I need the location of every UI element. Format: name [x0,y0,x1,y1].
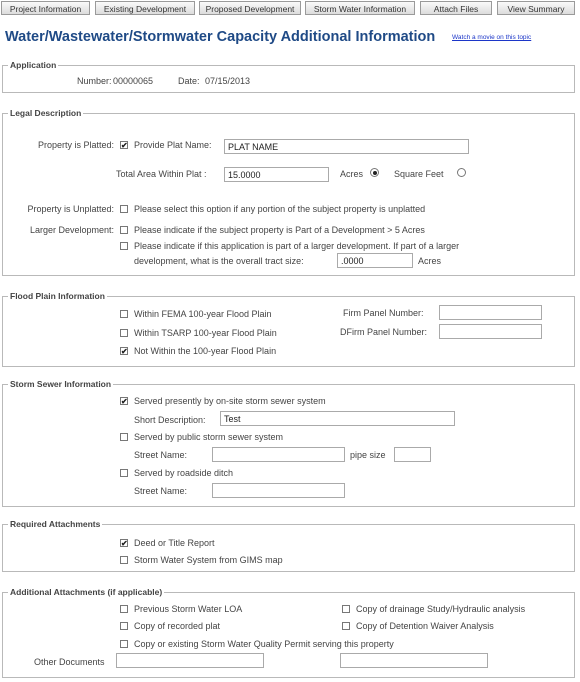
street-name-2-input[interactable] [212,483,345,498]
square-feet-radio[interactable] [457,168,466,177]
roadside-ditch-checkbox[interactable] [120,469,128,477]
acres-label: Acres [340,169,364,179]
acres-radio[interactable] [370,168,379,177]
application-date: 07/15/2013 [205,76,251,86]
larger-development-option-1: Please indicate if the subject property is Part of a Development > 5 Acres [134,225,425,235]
fema-label: Within FEMA 100-year Flood Plain [134,309,272,319]
short-description-input[interactable] [220,411,455,426]
flood-plain-legend: Flood Plain Information [10,291,105,301]
other-documents-input-2[interactable] [340,653,488,668]
tab-project-information[interactable]: Project Information [1,1,90,15]
gims-map-checkbox[interactable] [120,556,128,564]
required-attachments-section [2,519,575,572]
movie-link[interactable]: Watch a movie on this topic [452,34,532,41]
storm-sewer-legend: Storm Sewer Information [10,379,112,389]
plat-name-label: Provide Plat Name: [134,140,212,150]
application-number: 00000065 [113,76,154,86]
tsarp-label: Within TSARP 100-year Flood Plain [134,328,277,338]
larger-development-option-2-line2: development, what is the overall tract size: [134,256,304,266]
deed-label: Deed or Title Report [134,538,215,548]
larger-development-option-2-line1: Please indicate if this application is part of a larger development. If part of a larger [134,241,460,251]
onsite-sewer-label: Served presently by on-site storm sewer system [134,396,326,406]
roadside-ditch-label: Served by roadside ditch [134,468,234,478]
application-legend: Application [10,60,57,70]
application-date-label: Date: [178,76,200,86]
detention-waiver-checkbox[interactable] [342,622,350,630]
drainage-study-label: Copy of drainage Study/Hydraulic analysis [356,604,526,614]
required-attachments-legend: Required Attachments [10,519,101,529]
unplatted-text: Please select this option if any portion of the subject property is unplatted [134,204,426,214]
property-unplatted-label: Property is Unplatted: [27,204,114,214]
short-description-label: Short Description: [134,415,206,425]
plat-name-input[interactable] [224,139,469,154]
larger-tract-checkbox[interactable] [120,242,128,250]
larger-development-label: Larger Development: [29,225,114,235]
street-name-label: Street Name: [134,450,188,460]
previous-loa-label: Previous Storm Water LOA [134,604,243,614]
previous-loa-checkbox[interactable] [120,605,128,613]
tab-attach-files[interactable]: Attach Files [420,1,492,15]
recorded-plat-checkbox[interactable] [120,622,128,630]
larger-development-checkbox[interactable] [120,226,128,234]
pipe-size-label: pipe size [350,450,386,460]
tract-unit-label: Acres [418,256,442,266]
gims-map-label: Storm Water System from GIMS map [134,555,283,565]
street-name-input[interactable] [212,447,345,462]
public-sewer-checkbox[interactable] [120,433,128,441]
other-documents-label: Other Documents [34,657,105,667]
additional-attachments-legend: Additional Attachments (if applicable) [10,587,163,597]
platted-checkbox[interactable]: ✔ [121,141,128,150]
deed-checkbox[interactable]: ✔ [121,539,128,548]
tract-size-input[interactable] [337,253,413,268]
quality-permit-label: Copy or existing Storm Water Quality Permit serving this property [134,639,394,649]
detention-waiver-label: Copy of Detention Waiver Analysis [356,621,494,631]
recorded-plat-label: Copy of recorded plat [134,621,221,631]
dfirm-panel-input[interactable] [439,324,542,339]
square-feet-label: Square Feet [394,169,444,179]
dfirm-panel-label: DFirm Panel Number: [340,327,428,337]
total-area-label: Total Area Within Plat : [116,169,207,179]
legal-description-section [2,108,575,276]
legal-description-legend: Legal Description [10,108,82,118]
tsarp-checkbox[interactable] [120,329,128,337]
unplatted-checkbox[interactable] [120,205,128,213]
tab-existing-development[interactable]: Existing Development [95,1,195,15]
other-documents-input-1[interactable] [116,653,264,668]
street-name-2-label: Street Name: [134,486,188,496]
total-area-input[interactable] [224,167,329,182]
page-title: Water/Wastewater/Stormwater Capacity Additional Information [5,29,436,45]
tab-proposed-development[interactable]: Proposed Development [199,1,301,15]
fema-checkbox[interactable] [120,310,128,318]
tab-storm-water-information[interactable]: Storm Water Information [305,1,415,15]
not-within-label: Not Within the 100-year Flood Plain [134,346,277,356]
application-number-label: Number: [77,76,112,86]
pipe-size-input[interactable] [394,447,431,462]
quality-permit-checkbox[interactable] [120,640,128,648]
firm-panel-label: Firm Panel Number: [343,308,424,318]
not-within-checkbox[interactable]: ✔ [121,347,128,356]
drainage-study-checkbox[interactable] [342,605,350,613]
onsite-sewer-checkbox[interactable]: ✔ [121,397,128,406]
firm-panel-input[interactable] [439,305,542,320]
property-platted-label: Property is Platted: [37,140,114,150]
public-sewer-label: Served by public storm sewer system [134,432,284,442]
tab-view-summary[interactable]: View Summary [497,1,575,15]
